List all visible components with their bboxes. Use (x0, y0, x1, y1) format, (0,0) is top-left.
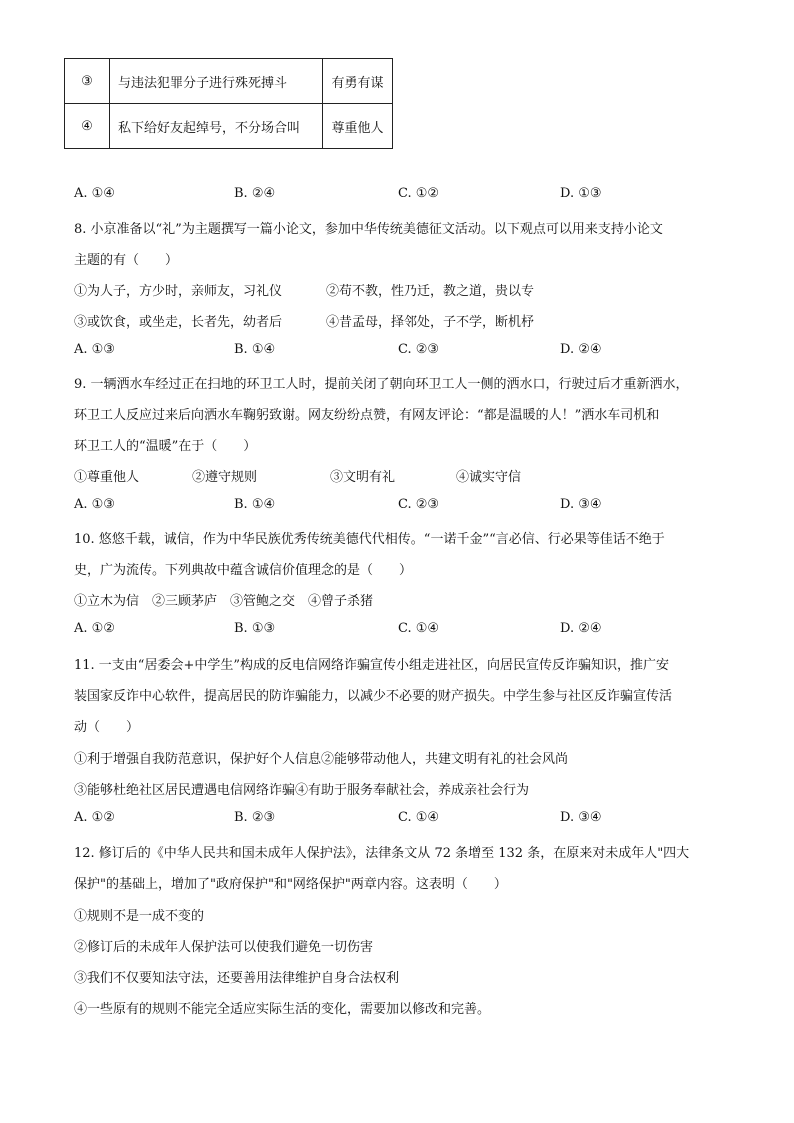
option-c: C. ①④ (398, 621, 440, 636)
q8-options (74, 342, 714, 360)
option-b: B. ②④ (234, 186, 276, 201)
q9-stem-line1: 9. 一辆洒水车经过正在扫地的环卫工人时，提前关闭了朝向环卫工人一侧的洒水口，行驶过后才重新洒水， (74, 377, 689, 392)
q8-item-2: ②苟不教，性乃迁，教之道，贵以专 (326, 284, 535, 299)
option-c: C. ①④ (398, 810, 440, 825)
option-a: A. ①③ (74, 497, 115, 512)
q9-item-3: ③文明有礼 (330, 470, 396, 485)
option-a: A. ①④ (74, 186, 115, 201)
q7-options (74, 186, 714, 204)
q12-item-3: ③我们不仅要知法守法，还要善用法律维护自身合法权利 (74, 971, 400, 986)
row-value: 尊重他人 (323, 104, 393, 149)
q9-items (74, 466, 714, 484)
option-d: D. ③④ (560, 810, 602, 825)
q12-item-4: ④一些原有的规则不能完全适应实际生活的变化，需要加以修改和完善。 (74, 1002, 491, 1017)
row-number: ③ (65, 59, 110, 104)
option-b: B. ②③ (234, 810, 276, 825)
option-d: D. ②④ (560, 621, 602, 636)
q10-stem-line2: 史，广为流传。下列典故中蕴含诚信价值理念的是（ ） (74, 563, 413, 578)
row-value: 有勇有谋 (323, 59, 393, 104)
option-b: B. ①③ (234, 621, 276, 636)
option-c: C. ①② (398, 186, 440, 201)
row-behavior: 与违法犯罪分子进行殊死搏斗 (110, 59, 323, 104)
q9-stem-line2: 环卫工人反应过来后向洒水车鞠躬致谢。网友纷纷点赞，有网友评论：“都是温暖的人！”洒水车司机和 (74, 408, 660, 423)
q8-items-row2 (74, 311, 714, 329)
option-d: D. ①③ (560, 186, 602, 201)
q11-options (74, 810, 714, 828)
option-d: D. ③④ (560, 497, 602, 512)
option-a: A. ①③ (74, 342, 115, 357)
q12-item-1: ①规则不是一成不变的 (74, 909, 205, 924)
table-row (65, 59, 393, 104)
row-behavior: 私下给好友起绰号，不分场合叫 (110, 104, 323, 149)
q10-items: ①立木为信 ②三顾茅庐 ③管鲍之交 ④曾子杀猪 (74, 594, 374, 609)
q8-item-1: ①为人子，方少时，亲师友，习礼仪 (74, 284, 283, 299)
q12-stem-line2: 保护"的基础上，增加了"政府保护"和"网络保护"两章内容。这表明（ ） (74, 877, 507, 892)
q8-items-row1 (74, 280, 714, 298)
options-table (64, 58, 393, 149)
q11-stem-line3: 动（ ） (74, 720, 140, 735)
option-c: C. ②③ (398, 342, 440, 357)
q8-item-3: ③或饮食，或坐走，长者先，幼者后 (74, 315, 283, 330)
option-c: C. ②③ (398, 497, 440, 512)
q10-stem-line1: 10. 悠悠千载，诚信，作为中华民族优秀传统美德代代相传。“一诺千金”“言必信、行必果等佳话不绝于 (74, 532, 665, 547)
q8-item-4: ④昔孟母，择邻处，子不学，断机杼 (326, 315, 535, 330)
q9-options (74, 497, 714, 515)
q9-item-2: ②遵守规则 (192, 470, 258, 485)
q12-stem-line1: 12. 修订后的《中华人民共和国未成年人保护法》，法律条文从 72 条增至 132 条，在原来对未成年人"四大 (74, 846, 690, 861)
table-row (65, 104, 393, 149)
q11-stem-line2: 装国家反诈中心软件，提高居民的防诈骗能力，以减少不必要的财产损失。中学生参与社区反诈骗宣传活 (74, 689, 673, 704)
row-number: ④ (65, 104, 110, 149)
q9-item-1: ①尊重他人 (74, 470, 140, 485)
option-b: B. ①④ (234, 497, 276, 512)
q11-items-row1: ①利于增强自我防范意识，保护好个人信息②能够带动他人，共建文明有礼的社会风尚 (74, 752, 569, 767)
q12-item-2: ②修订后的未成年人保护法可以使我们避免一切伤害 (74, 940, 374, 955)
q10-options (74, 621, 714, 639)
option-a: A. ①② (74, 810, 115, 825)
q11-stem-line1: 11. 一支由“居委会+中学生”构成的反电信网络诈骗宣传小组走进社区，向居民宣传反诈骗知识，推广安 (74, 658, 669, 673)
option-d: D. ②④ (560, 342, 602, 357)
option-b: B. ①④ (234, 342, 276, 357)
q11-items-row2: ③能够杜绝社区居民遭遇电信网络诈骗④有助于服务奉献社会，养成亲社会行为 (74, 783, 530, 798)
q8-stem-line1: 8. 小京准备以“礼”为主题撰写一篇小论文，参加中华传统美德征文活动。以下观点可以用来支持小论文 (74, 222, 663, 237)
q8-stem-line2: 主题的有（ ） (74, 253, 179, 268)
q9-stem-line3: 环卫工人的“温暖”在于（ ） (74, 439, 257, 454)
q9-item-4: ④诚实守信 (456, 470, 522, 485)
option-a: A. ①② (74, 621, 115, 636)
